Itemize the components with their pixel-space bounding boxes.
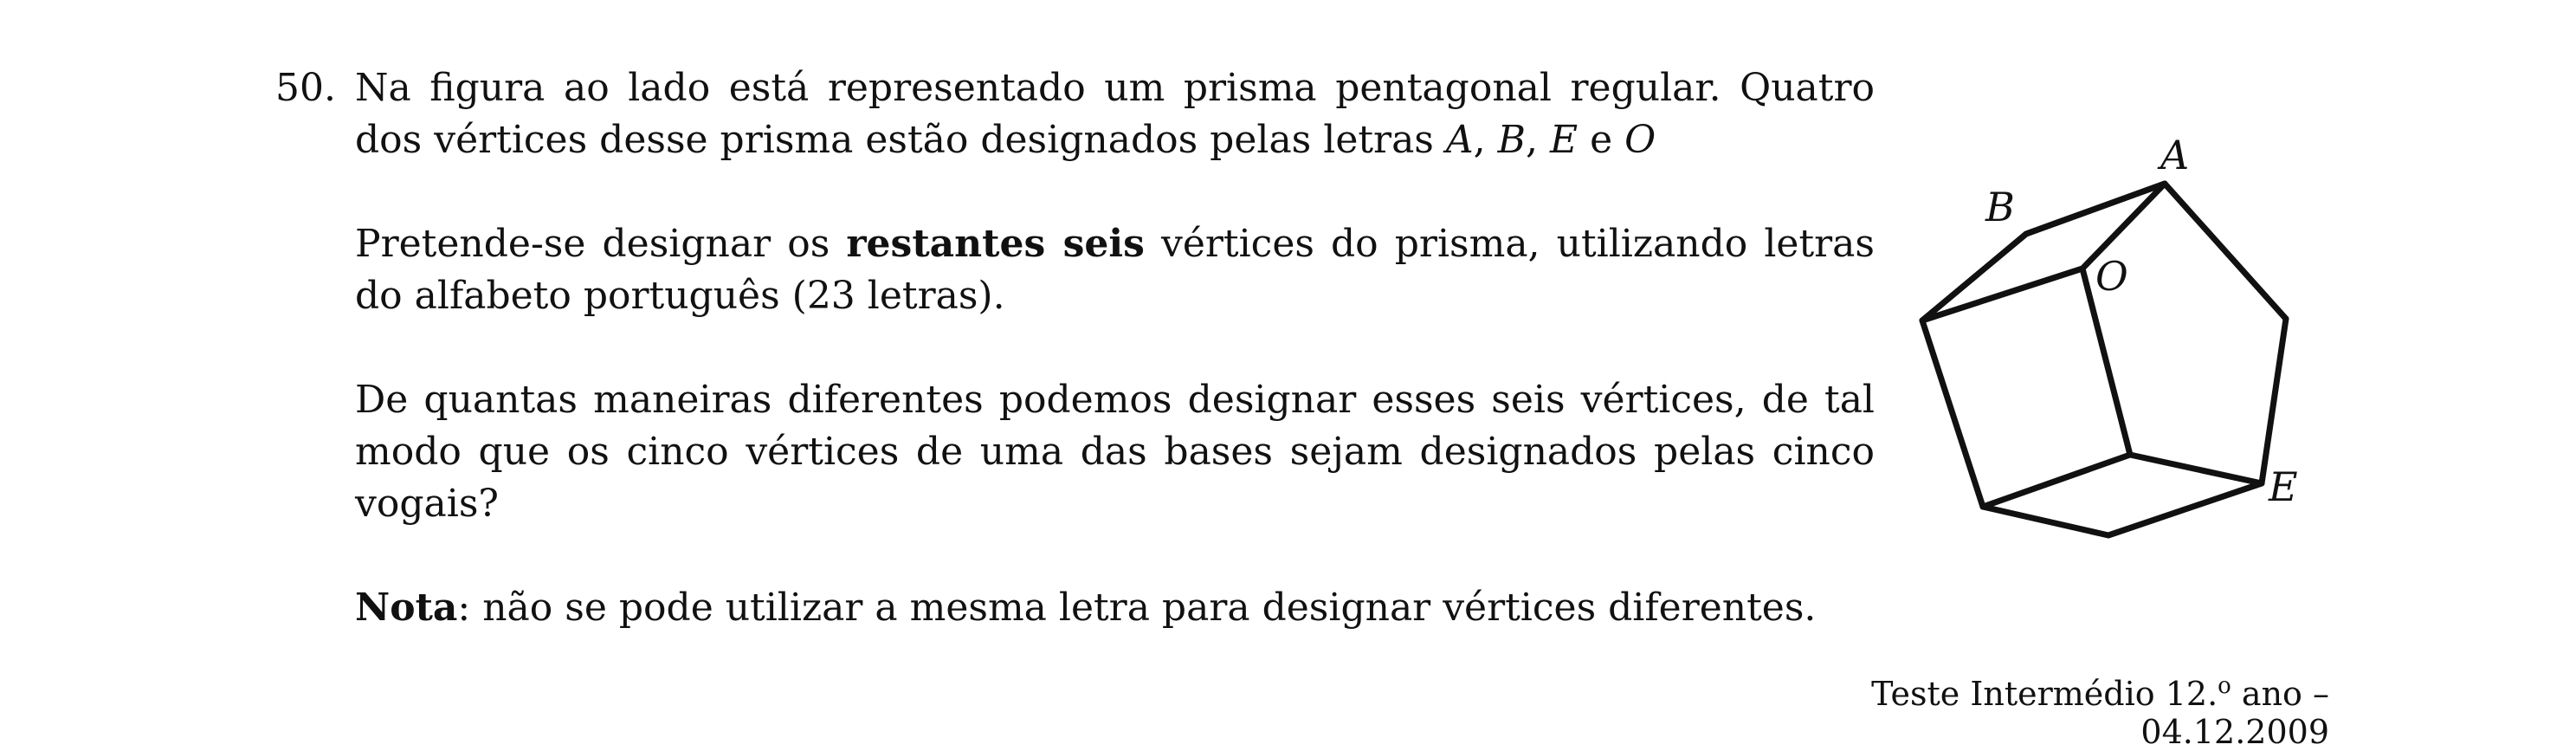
- paragraph-note: [355, 582, 1875, 634]
- label-a: A: [2160, 132, 2190, 178]
- label-o: O: [2095, 253, 2128, 300]
- pentagonal-prism-diagram: [1905, 121, 2373, 572]
- task-bold: restantes seis: [846, 222, 1145, 266]
- edge-right-e: [2262, 319, 2286, 483]
- paragraph-task: [355, 218, 1875, 322]
- footer-prefix: Teste Intermédio 12.: [1871, 675, 2218, 713]
- footer-superscript: o: [2218, 673, 2231, 699]
- label-b: B: [1985, 184, 2015, 230]
- separator-2: ,: [1525, 118, 1550, 162]
- letter-a: A: [1445, 118, 1474, 162]
- note-label: Nota: [355, 586, 458, 630]
- edge-a-right: [2165, 184, 2286, 319]
- note-text: : não se pode utilizar a mesma letra para designar vértices diferentes.: [457, 586, 1817, 630]
- bottom-base-edges: [1983, 455, 2262, 535]
- source-footer: [1697, 667, 2329, 751]
- letter-b: B: [1497, 118, 1526, 162]
- task-before: Pretende-se designar os: [355, 222, 847, 266]
- letter-o: O: [1624, 118, 1656, 162]
- question-number: 50.: [275, 66, 336, 110]
- question-body: [355, 62, 1875, 634]
- separator-1: ,: [1473, 118, 1498, 162]
- conjunction: e: [1578, 118, 1625, 162]
- prism-figure: [1905, 121, 2373, 572]
- footer-suffix: ano – 04.12.2009: [2140, 675, 2329, 751]
- paragraph-question: De quantas maneiras diferentes podemos designar esses seis vértices, de tal modo que os cinco vértices de uma das bases sejam designados pelas cinco vogais?: [355, 378, 1875, 526]
- label-e: E: [2269, 463, 2298, 510]
- edge-left-down: [1922, 320, 1983, 507]
- top-base-edges: [1922, 184, 2165, 320]
- letter-e: E: [1549, 118, 1579, 162]
- task-after: vértices do prisma, utilizando letras do alfabeto português (23 letras).: [355, 222, 1875, 318]
- intro-text: Na figura ao lado está representado um prisma pentagonal regular. Quatro dos vértices desse prisma estão designados pelas letras: [355, 66, 1875, 162]
- paragraph-intro: [355, 62, 1875, 166]
